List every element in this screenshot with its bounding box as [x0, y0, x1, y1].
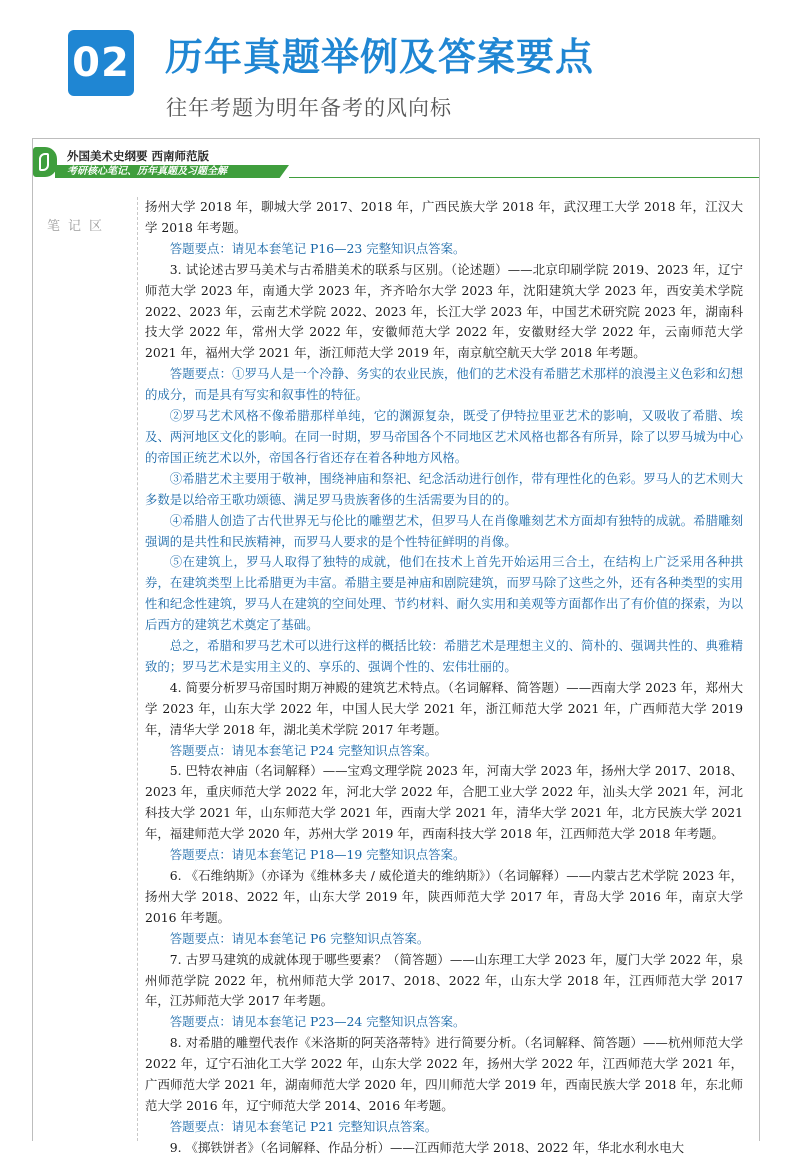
- question-paragraph: 4. 简要分析罗马帝国时期万神殿的建筑艺术特点。（名词解释、简答题）——西南大学 2023 年，郑州大学 2023 年，山东大学 2022 年，中国人民大学 2021 年，浙江师范大学 2021 年，广西师范大学 2019 年，清华大学 2018 年，湖北美术学院 2017 年考题。: [145, 679, 743, 737]
- answer-paragraph: ②罗马艺术风格不像希腊那样单纯，它的渊源复杂，既受了伊特拉里亚艺术的影响，又吸收了希腊、埃及、两河地区文化的影响。在同一时期，罗马帝国各个不同地区艺术风格也都各有所异，除了以罗马城为中心的帝国正统艺术以外，帝国各行省还存在着各种地方风格。: [145, 408, 743, 465]
- answer-paragraph: 答题要点：请见本套笔记 P24 完整知识点答案。: [169, 742, 438, 758]
- question-paragraph: 5. 巴特农神庙（名词解释）——宝鸡文理学院 2023 年，河南大学 2023 年，扬州大学 2017、2018、2023 年，重庆师范大学 2022 年，河北大学 2022 年，合肥工业大学 2022 年，汕头大学 2021 年，河北科技大学 2021 年，山东师范大学 2021 年，西南大学 2021 年，清华大学 2021 年，北方民族大学 2021 年，福建师范大学 2020 年，苏州大学 2019 年，西南科技大学 2018 年，江西师范大学 2018 年考题。: [145, 763, 743, 842]
- answer-paragraph: 答题要点：请见本套笔记 P23—24 完整知识点答案。: [169, 1014, 466, 1030]
- section-header: [0, 0, 790, 136]
- answer-paragraph: ④希腊人创造了古代世界无与伦比的雕塑艺术，但罗马人在肖像雕刻艺术方面却有独特的成就。希腊雕刻强调的是共性和民族精神，而罗马人要求的是个性特征鲜明的肖像。: [145, 512, 743, 549]
- section-subtitle: 往年考题为明年备考的风向标: [166, 96, 452, 120]
- question-paragraph: 9. 《掷铁饼者》（名词解释、作品分析）——江西师范大学 2018、2022 年，华北水利水电大: [169, 1139, 684, 1155]
- answer-paragraph: ⑤在建筑上，罗马人取得了独特的成就，他们在技术上首先开始运用三合土，在结构上广泛采用各种拱券，在建筑类型上比希腊更为丰富。希腊主要是神庙和剧院建筑，而罗马除了这些之外，还有各种类型的实用性和纪念性建筑，罗马人在建筑的空间处理、节约材料、耐久实用和美观等方面都作出了有价值的探索，为以后西方的建筑艺术奠定了基础。: [145, 554, 743, 633]
- book-title: 外国美术史纲要 西南师范版: [67, 149, 210, 163]
- header-rule: [289, 177, 759, 178]
- answer-paragraph: 答题要点：请见本套笔记 P6 完整知识点答案。: [169, 930, 430, 946]
- question-paragraph: 扬州大学 2018 年，聊城大学 2017、2018 年，广西民族大学 2018 年，武汉理工大学 2018 年，江汉大学 2018 年考题。: [145, 199, 743, 235]
- notes-divider: [137, 197, 138, 1141]
- section-title: 历年真题举例及答案要点: [165, 35, 595, 79]
- question-paragraph: 7. 古罗马建筑的成就体现于哪些要素？（简答题）——山东理工大学 2023 年，厦门大学 2022 年，泉州师范学院 2022 年，杭州师范大学 2017、2018、2022 年，山东大学 2018 年，江西师范大学 2017 年，江苏师范大学 2017 年考题。: [145, 951, 743, 1009]
- answer-paragraph: 答题要点：请见本套笔记 P16—23 完整知识点答案。: [169, 240, 466, 256]
- leaf-logo-icon: [33, 147, 57, 177]
- answer-paragraph: ③希腊艺术主要用于敬神，围绕神庙和祭祀、纪念活动进行创作，带有理性化的色彩。罗马人的艺术则大多数是以给帝王歌功颂德、满足罗马贵族奢侈的生活需要为目的的。: [145, 470, 743, 507]
- book-running-header: [33, 139, 759, 183]
- question-paragraph: 6. 《石维纳斯》（亦译为《维林多夫 / 威伦道夫的维纳斯》）（名词解释）——内蒙古艺术学院 2023 年，扬州大学 2018、2022 年，山东大学 2019 年，陕西师范大学 2017 年，青岛大学 2016 年，南京大学 2016 年考题。: [145, 868, 743, 925]
- question-paragraph: 3. 试论述古罗马美术与古希腊美术的联系与区别。（论述题）——北京印刷学院 2019、2023 年，辽宁师范大学 2023 年，南通大学 2023 年，齐齐哈尔大学 2023 年，沈阳建筑大学 2023 年，西安美术学院 2022、2023 年，云南艺术学院 2022、2023 年，长江大学 2023 年，中国艺术研究院 2023 年，湖南科技大学 2022 年，常州大学 2022 年，安徽师范大学 2022 年，安徽财经大学 2022 年，云南师范大学 2021 年，福州大学 2021 年，浙江师范大学 2019 年，南京航空航天大学 2018 年考题。: [145, 261, 743, 361]
- section-number-badge: 02: [68, 30, 134, 96]
- answer-paragraph: 答题要点：请见本套笔记 P18—19 完整知识点答案。: [169, 847, 466, 863]
- book-subtitle: 考研核心笔记、历年真题及习题全解: [67, 166, 227, 177]
- notes-area-label: 笔记区: [47, 219, 111, 234]
- answer-paragraph: 答题要点：请见本套笔记 P21 完整知识点答案。: [169, 1118, 438, 1134]
- page-content: [145, 197, 743, 1159]
- answer-paragraph: 总之，希腊和罗马艺术可以进行这样的概括比较：希腊艺术是理想主义的、简朴的、强调共性的、典雅精致的；罗马艺术是实用主义的、享乐的、强调个性的、宏伟壮丽的。: [145, 638, 743, 674]
- book-page: [32, 138, 760, 1155]
- question-paragraph: 8. 对希腊的雕塑代表作《米洛斯的阿芙洛蒂特》进行简要分析。（名词解释、简答题）——杭州师范大学 2022 年，辽宁石油化工大学 2022 年，山东大学 2022 年，扬州大学 2022 年，江西师范大学 2021 年，广西师范大学 2021 年，湖南师范大学 2020 年，四川师范大学 2019 年，西南民族大学 2018 年，东北师范大学 2016 年，辽宁师范大学 2014、2016 年考题。: [145, 1035, 743, 1113]
- answer-paragraph: 答题要点：①罗马人是一个冷静、务实的农业民族，他们的艺术没有希腊艺术那样的浪漫主义色彩和幻想的成分，而是具有写实和叙事性的特征。: [145, 366, 743, 403]
